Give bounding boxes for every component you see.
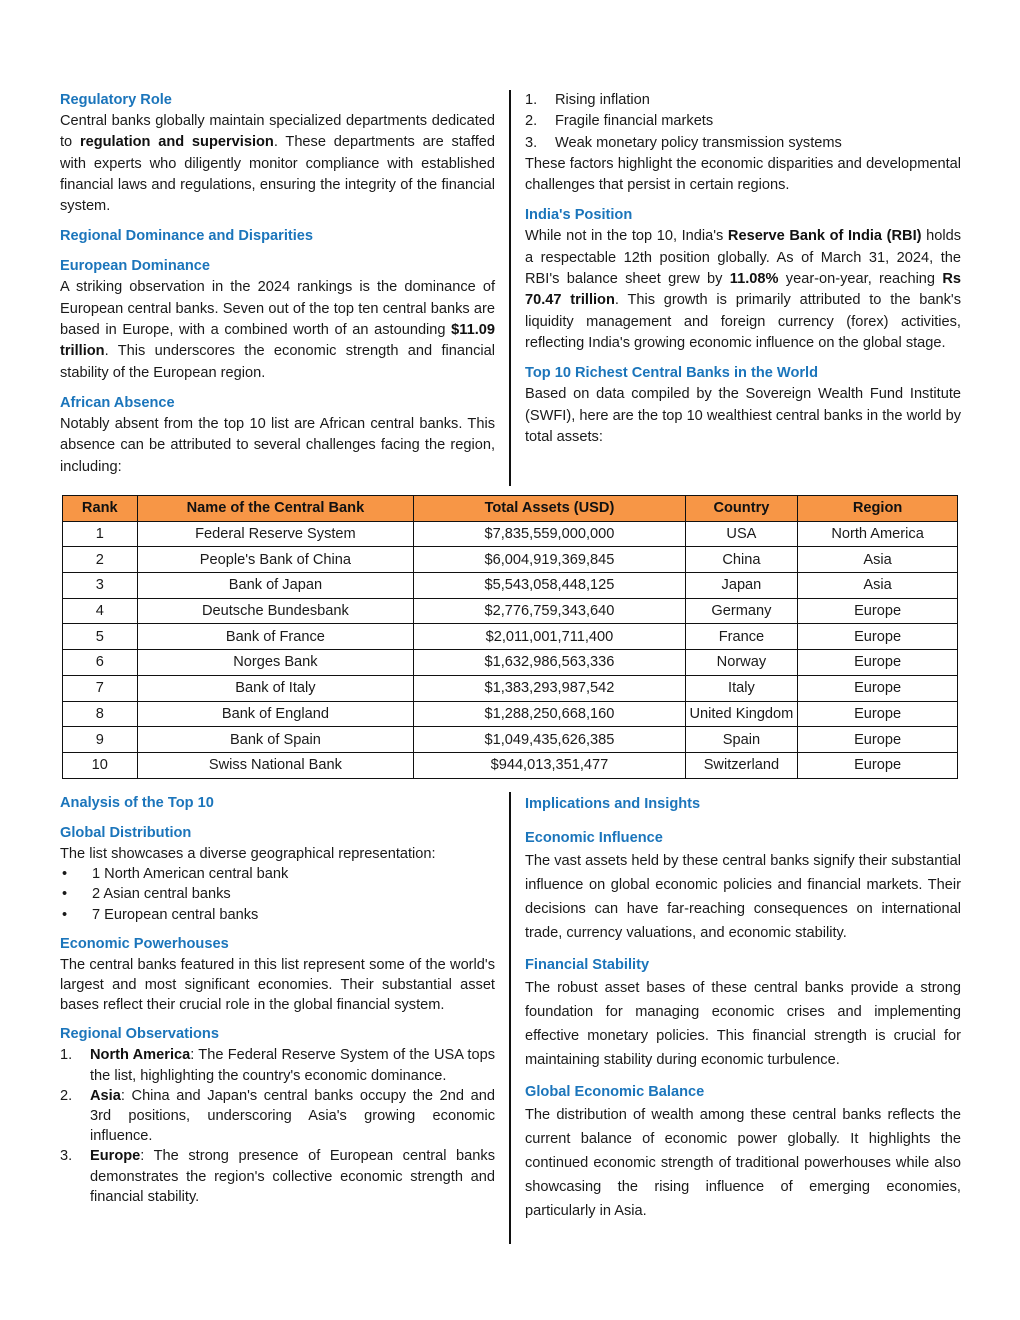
list-item: 3. Weak monetary policy transmission systems <box>525 134 842 151</box>
cell-region: Europe <box>798 675 958 701</box>
table-row <box>63 547 958 573</box>
cell-assets: $1,383,293,987,542 <box>414 675 685 701</box>
regulatory-role-heading: Regulatory Role <box>60 92 172 108</box>
cell-region: Europe <box>798 727 958 753</box>
india-position-heading: India's Position <box>525 207 633 224</box>
table-row <box>63 521 958 547</box>
cell-rank: 3 <box>63 573 138 599</box>
regulatory-role-section <box>60 90 495 217</box>
financial-stability-section <box>525 954 961 1072</box>
cell-rank: 9 <box>63 727 138 753</box>
cell-region: Europe <box>798 650 958 676</box>
cell-name: Bank of France <box>137 624 414 650</box>
table-row <box>63 727 958 753</box>
european-dominance-section <box>60 256 495 383</box>
analysis-heading: Analysis of the Top 10 <box>60 795 214 811</box>
top10-intro-text: Based on data compiled by the Sovereign Wealth Fund Institute (SWFI), here are the top 10 wealthiest central banks in the world by total assets: <box>525 386 961 445</box>
right-column-top <box>525 90 961 448</box>
cell-assets: $1,632,986,563,336 <box>414 650 685 676</box>
list-item: 3. Europe: The strong presence of European central banks demonstrates the region's collective economic strength and financial stability. <box>60 1148 495 1205</box>
cell-rank: 10 <box>63 752 138 778</box>
cell-region: Europe <box>798 624 958 650</box>
global-balance-section <box>525 1081 961 1223</box>
cell-rank: 2 <box>63 547 138 573</box>
global-distribution-section <box>60 823 495 925</box>
cell-name: Norges Bank <box>137 650 414 676</box>
table-row <box>63 752 958 778</box>
cell-name: Bank of Italy <box>137 675 414 701</box>
list-item: • 1 North American central bank <box>60 864 495 884</box>
column-header-rank: Rank <box>63 496 138 522</box>
cell-rank: 6 <box>63 650 138 676</box>
cell-assets: $7,835,559,000,000 <box>414 521 685 547</box>
left-column-top <box>60 90 495 478</box>
cell-assets: $1,288,250,668,160 <box>414 701 685 727</box>
cell-assets: $2,011,001,711,400 <box>414 624 685 650</box>
top10-heading: Top 10 Richest Central Banks in the World <box>525 365 819 382</box>
table-row <box>63 624 958 650</box>
cell-country: Spain <box>685 727 798 753</box>
cell-rank: 7 <box>63 675 138 701</box>
column-header-region: Region <box>798 496 958 522</box>
list-item: • 7 European central banks <box>60 905 495 925</box>
distribution-list <box>60 864 495 925</box>
cell-name: Federal Reserve System <box>137 521 414 547</box>
list-item: 2. Fragile financial markets <box>525 113 714 130</box>
central-banks-table <box>62 495 958 779</box>
cell-name: Bank of England <box>137 701 414 727</box>
challenges-list <box>525 90 961 154</box>
regional-dominance-heading: Regional Dominance and Disparities <box>60 228 314 245</box>
global-balance-heading: Global Economic Balance <box>525 1084 705 1100</box>
cell-name: Deutsche Bundesbank <box>137 598 414 624</box>
cell-country: Norway <box>685 650 798 676</box>
cell-country: Germany <box>685 598 798 624</box>
table-row <box>63 573 958 599</box>
cell-region: Europe <box>798 752 958 778</box>
bullet-icon: • <box>62 886 68 903</box>
regional-observations-heading: Regional Observations <box>60 1026 219 1043</box>
left-column-bottom <box>60 793 495 1207</box>
global-distribution-intro: The list showcases a diverse geographical representation: <box>60 846 436 862</box>
right-column-bottom <box>525 793 961 1223</box>
economic-powerhouses-section <box>60 934 495 1016</box>
cell-rank: 1 <box>63 521 138 547</box>
india-position-text: While not in the top 10, India's Reserve Bank of India (RBI) holds a respectable 12th position globally. As of March 31, 2024, the RBI's balance sheet grew by 11.08% year-on-year, reaching Rs 70.47 trillion. This growth is primarily attributed to the bank's liquidity management and foreign currency (forex) activities, reflecting India's growing economic influence on the global stage. <box>525 228 961 351</box>
financial-stability-heading: Financial Stability <box>525 957 650 973</box>
cell-region: North America <box>798 521 958 547</box>
regional-observations-list <box>60 1045 495 1207</box>
cell-assets: $5,543,058,448,125 <box>414 573 685 599</box>
cell-region: Europe <box>798 598 958 624</box>
regional-observations-section <box>60 1024 495 1207</box>
economic-influence-heading: Economic Influence <box>525 830 663 846</box>
african-absence-heading: African Absence <box>60 394 175 411</box>
table-row <box>63 598 958 624</box>
cell-rank: 4 <box>63 598 138 624</box>
economic-powerhouses-heading: Economic Powerhouses <box>60 935 229 952</box>
top10-intro-section <box>525 363 961 448</box>
column-divider-top <box>509 90 511 486</box>
cell-assets: $6,004,919,369,845 <box>414 547 685 573</box>
list-item: 1. North America: The Federal Reserve System of the USA tops the list, highlighting the country's economic dominance. <box>60 1047 495 1084</box>
india-position-section <box>525 205 961 354</box>
cell-rank: 8 <box>63 701 138 727</box>
economic-powerhouses-text: The central banks featured in this list represent some of the world's largest and most significant economies. Their substantial asset bases reflect their crucial role in the global financial system. <box>60 956 495 1014</box>
column-header-country: Country <box>685 496 798 522</box>
column-header-assets: Total Assets (USD) <box>414 496 685 522</box>
global-distribution-heading: Global Distribution <box>60 825 192 841</box>
cell-region: Asia <box>798 547 958 573</box>
table-row <box>63 701 958 727</box>
challenges-summary: These factors highlight the economic disparities and developmental challenges that persist in certain regions. <box>525 155 961 194</box>
cell-country: France <box>685 624 798 650</box>
cell-name: Bank of Japan <box>137 573 414 599</box>
cell-name: Bank of Spain <box>137 727 414 753</box>
cell-name: People's Bank of China <box>137 547 414 573</box>
list-item: 2. Asia: China and Japan's central banks occupy the 2nd and 3rd positions, underscoring Asia's growing economic influence. <box>60 1087 495 1145</box>
economic-influence-section <box>525 827 961 945</box>
financial-stability-text: The robust asset bases of these central banks provide a strong foundation for managing economic crises and implementing effective monetary policies. This financial strength is crucial for maintaining stability during economic turbulence. <box>525 980 961 1068</box>
cell-rank: 5 <box>63 624 138 650</box>
cell-region: Asia <box>798 573 958 599</box>
bullet-icon: • <box>62 866 68 883</box>
cell-assets: $944,013,351,477 <box>414 752 685 778</box>
implications-heading: Implications and Insights <box>525 796 701 812</box>
cell-assets: $2,776,759,343,640 <box>414 598 685 624</box>
cell-country: United Kingdom <box>685 701 798 727</box>
global-balance-text: The distribution of wealth among these central banks reflects the current balance of economic power globally. It highlights the continued economic strength of traditional powerhouses while also showcasing the rising influence of emerging economies, particularly in Asia. <box>525 1107 961 1219</box>
african-absence-text: Notably absent from the top 10 list are African central banks. This absence can be attributed to several challenges facing the region, including: <box>60 415 495 475</box>
economic-influence-text: The vast assets held by these central banks signify their substantial influence on global economic policies and financial markets. Their decisions can have far-reaching consequences on international trade, currency valuations, and economic stability. <box>525 853 961 941</box>
european-dominance-text: A striking observation in the 2024 rankings is the dominance of European central banks. Seven out of the top ten central banks are based in Europe, with a combined worth of an astounding $11.09 trillion. This underscores the economic strength and financial stability of the European region. <box>60 279 495 381</box>
cell-country: Italy <box>685 675 798 701</box>
column-header-name: Name of the Central Bank <box>137 496 414 522</box>
cell-country: Switzerland <box>685 752 798 778</box>
regulatory-role-text: Central banks globally maintain specialized departments dedicated to regulation and supervision. These departments are staffed with experts who diligently monitor compliance with established financial laws and regulations, ensuring the integrity of the financial system. <box>60 113 495 215</box>
table-row <box>63 675 958 701</box>
table-header-row <box>63 496 958 522</box>
cell-name: Swiss National Bank <box>137 752 414 778</box>
cell-region: Europe <box>798 701 958 727</box>
bullet-icon: • <box>62 906 68 923</box>
african-absence-section <box>60 393 495 478</box>
list-item: • 2 Asian central banks <box>60 884 495 904</box>
cell-country: USA <box>685 521 798 547</box>
column-divider-bottom <box>509 792 511 1244</box>
list-item: 1. Rising inflation <box>525 92 650 108</box>
cell-country: Japan <box>685 573 798 599</box>
cell-country: China <box>685 547 798 573</box>
cell-assets: $1,049,435,626,385 <box>414 727 685 753</box>
european-dominance-heading: European Dominance <box>60 258 211 275</box>
table-row <box>63 650 958 676</box>
